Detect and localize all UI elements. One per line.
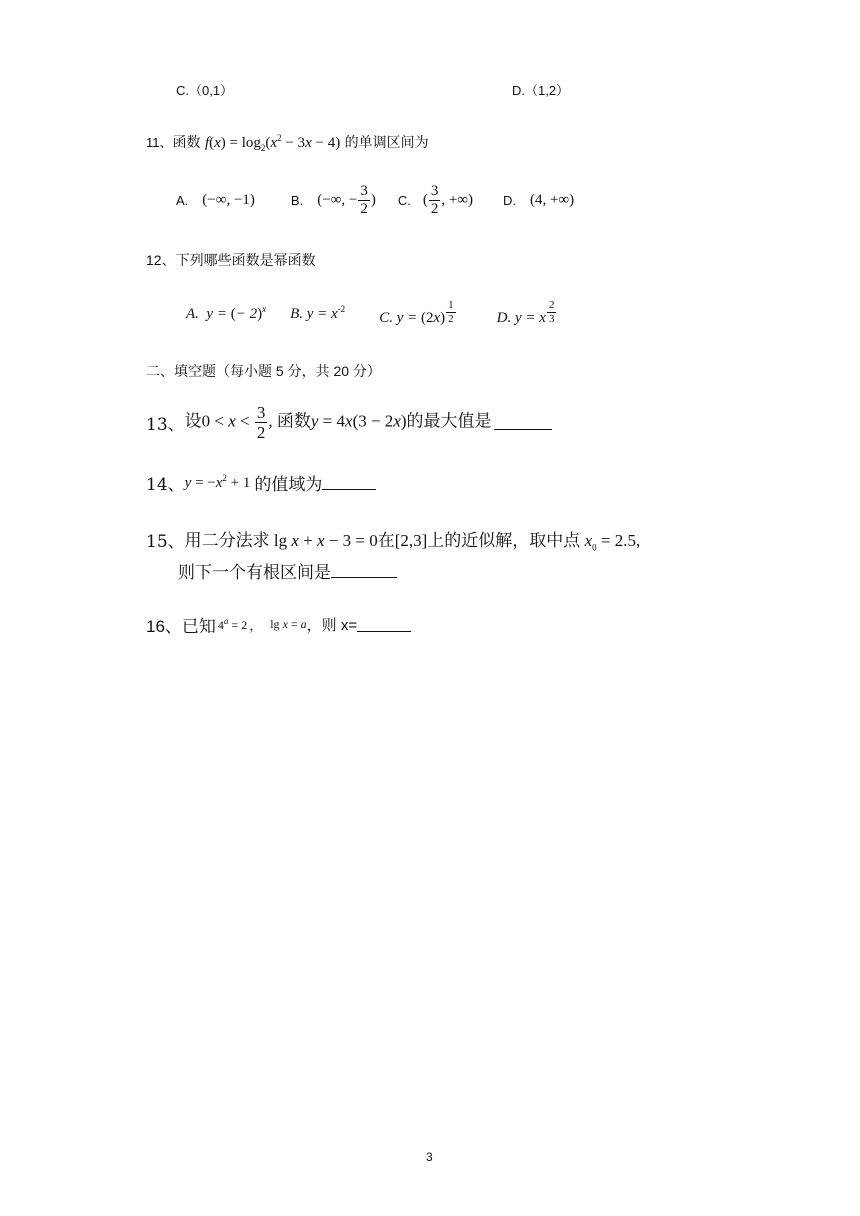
question-15-line-2	[178, 558, 397, 583]
question-11-number: 11、	[146, 135, 173, 150]
question-11-suffix: 的单调区间为	[344, 134, 429, 150]
question-13-text: 设0 < x < $\frac{3}{2}$ , 函数y = 4x(3 − 2x)的最大值是	[184, 402, 492, 442]
question-16	[146, 612, 411, 637]
question-14-text: 的值域为	[254, 475, 323, 495]
question-15-line-2-text: 则下一个有根区间是	[178, 563, 331, 582]
question-14-number: 14、	[146, 475, 185, 495]
q12-option-b: B. $y = x^{-2}$	[290, 303, 346, 322]
question-12-stem: 12、下列哪些函数是幂函数	[146, 252, 316, 268]
section-2-heading: 二、填空题（每小题 5 分，共 20 分）	[146, 363, 381, 379]
q11-option-c-value: ( $\frac{3}{2}$ , +∞)	[422, 182, 473, 217]
q11-option-c-label: C.	[397, 192, 411, 208]
q11-option-d-value: (4, +∞)	[529, 191, 575, 208]
question-11-formula: $f(x) = \log_2(x^2 - 3x - 4)$	[204, 133, 341, 153]
question-11-prefix: 函数	[172, 134, 201, 150]
q10-option-c: C.（0,1）	[176, 83, 234, 98]
question-15-line-1	[146, 526, 640, 552]
question-13	[146, 402, 552, 442]
page-number: 3	[426, 1150, 433, 1164]
question-11-options	[176, 182, 574, 218]
q11-option-d-label: D.	[502, 192, 516, 208]
question-14-answer-blank[interactable]	[322, 475, 376, 490]
question-14-formula: $y = -x^2 + 1$	[184, 473, 251, 491]
q12-option-a: A. y = (− 2)$^x$	[186, 303, 267, 322]
q12-option-d: D. y = x $\frac{2}{3}$	[496, 298, 555, 326]
q10-option-d: D.（1,2）	[512, 83, 570, 98]
question-16-comma: ，	[249, 618, 263, 633]
question-16-prefix: 已知	[181, 617, 216, 636]
question-11-stem	[146, 132, 429, 153]
q11-option-a-label: A.	[176, 192, 189, 208]
q11-option-b-label: B.	[290, 192, 304, 208]
question-13-number: 13、	[146, 414, 185, 435]
question-12-options	[186, 296, 557, 330]
question-16-answer-blank[interactable]	[357, 617, 411, 632]
question-14	[146, 470, 376, 495]
question-15-answer-blank[interactable]	[331, 563, 397, 578]
q12-option-c: C. y = (2x) $\frac{1}{2}$	[379, 298, 454, 326]
question-16-condition-2: lg x = a	[270, 617, 307, 631]
q11-option-a-value: (−∞, −1)	[202, 191, 255, 208]
question-16-number: 16、	[146, 617, 182, 636]
question-15-number: 15、	[146, 531, 185, 552]
question-16-condition-1: $4^a = 2$	[217, 616, 248, 632]
question-13-answer-blank[interactable]	[494, 415, 552, 430]
question-15-text: 用二分法求 lg x + x − 3 = 0在[2,3]上的近似解，取中点 $x_0 = 2.5$,	[184, 531, 641, 553]
q11-option-b-value: (−∞, − $\frac{3}{2}$ )	[317, 182, 376, 217]
question-16-suffix: ，则 x=	[306, 617, 358, 634]
